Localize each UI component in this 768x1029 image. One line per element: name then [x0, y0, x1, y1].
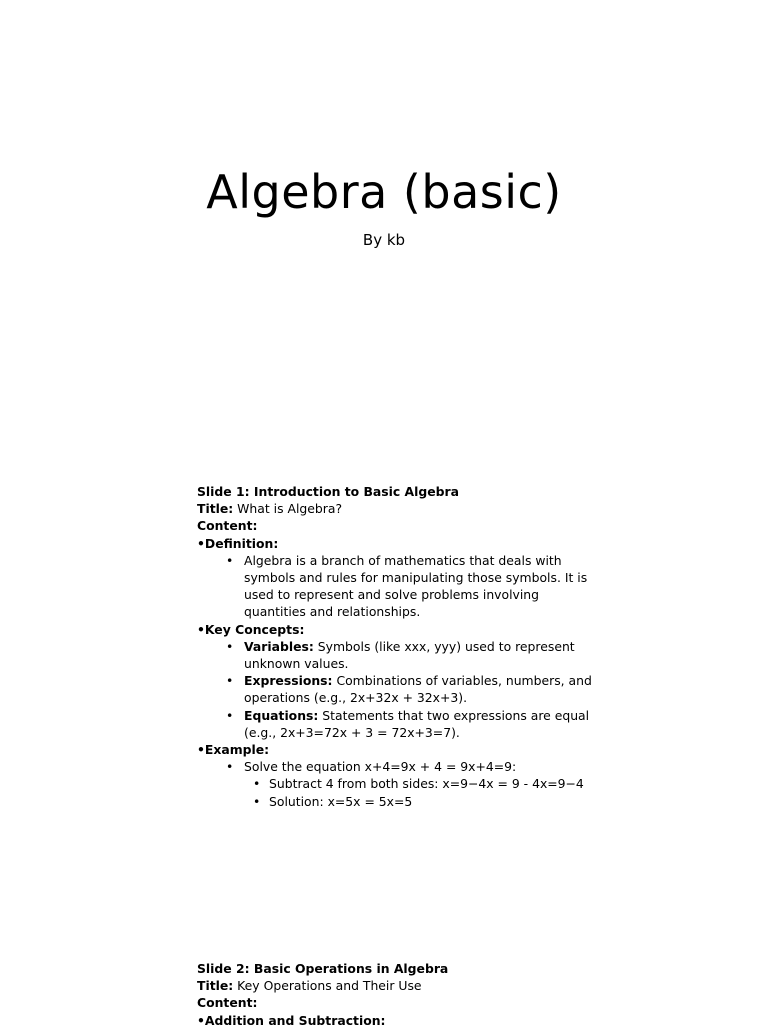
definition-item: [197, 552, 588, 621]
concept-text: unknown values.: [244, 656, 349, 672]
example-step-text: Subtract 4 from both sides: x=9−4x = 9 - 4x=9−4: [269, 776, 584, 792]
bullet-icon: •: [226, 638, 234, 654]
example-step: [197, 775, 584, 792]
example-text: Solve the equation x+4=9x + 4 = 9x+4=9:: [244, 759, 517, 775]
bullet-icon: •: [226, 673, 234, 689]
concept-text: Combinations of variables, numbers, and: [332, 673, 592, 689]
title-label: Title:: [197, 978, 234, 994]
slide-1-title-line: [197, 500, 577, 517]
concept-term: Expressions:: [244, 673, 333, 689]
title-value: Key Operations and Their Use: [233, 978, 422, 994]
definition-text-line: used to represent and solve problems involving: [244, 587, 540, 603]
concept-item-variables: [197, 638, 577, 672]
slide-1-content-label: Content:: [197, 518, 258, 534]
bullet-icon: •: [253, 793, 261, 809]
bullet-icon: •: [226, 552, 234, 568]
example-item: [197, 758, 577, 775]
concept-text: operations (e.g., 2x+32x + 32x+3).: [244, 690, 468, 706]
concept-term: Variables:: [244, 638, 314, 654]
definition-text-line: Algebra is a branch of mathematics that deals with: [244, 552, 562, 568]
title-label: Title:: [197, 501, 234, 517]
example-step: [197, 793, 577, 810]
example-step-text: Solution: x=5x = 5x=5: [269, 793, 413, 809]
page-subtitle: By kb: [362, 231, 406, 249]
page-title: Algebra (basic): [206, 165, 562, 219]
slide-2-heading: Slide 2: Basic Operations in Algebra: [197, 961, 449, 976]
slide-2-content-label: Content:: [197, 995, 258, 1011]
slide-2-section: [197, 960, 577, 1029]
definition-label: •Definition:: [197, 535, 279, 551]
bullet-icon: •: [253, 776, 261, 792]
slide-1-section: [197, 483, 592, 810]
addition-subtraction-label: •Addition and Subtraction:: [197, 1012, 386, 1028]
slide-1-heading: Slide 1: Introduction to Basic Algebra: [197, 484, 460, 499]
concept-term: Equations:: [244, 707, 319, 723]
key-concepts-label: •Key Concepts:: [197, 621, 305, 637]
concept-text: (e.g., 2x+3=72x + 3 = 72x+3=7).: [244, 724, 460, 740]
concept-text: Symbols (like xxx, yyy) used to represent: [313, 638, 575, 654]
example-label: •Example:: [197, 742, 270, 758]
concept-text: Statements that two expressions are equal: [318, 707, 590, 723]
definition-text-line: quantities and relationships.: [244, 604, 421, 620]
title-value: What is Algebra?: [233, 501, 343, 517]
slide-2-title-line: [197, 977, 577, 994]
concept-item-expressions: [197, 672, 592, 706]
definition-text-line: symbols and rules for manipulating those symbols. It is: [244, 570, 588, 586]
concept-item-equations: [197, 707, 590, 741]
bullet-icon: •: [226, 759, 234, 775]
bullet-icon: •: [226, 707, 234, 723]
